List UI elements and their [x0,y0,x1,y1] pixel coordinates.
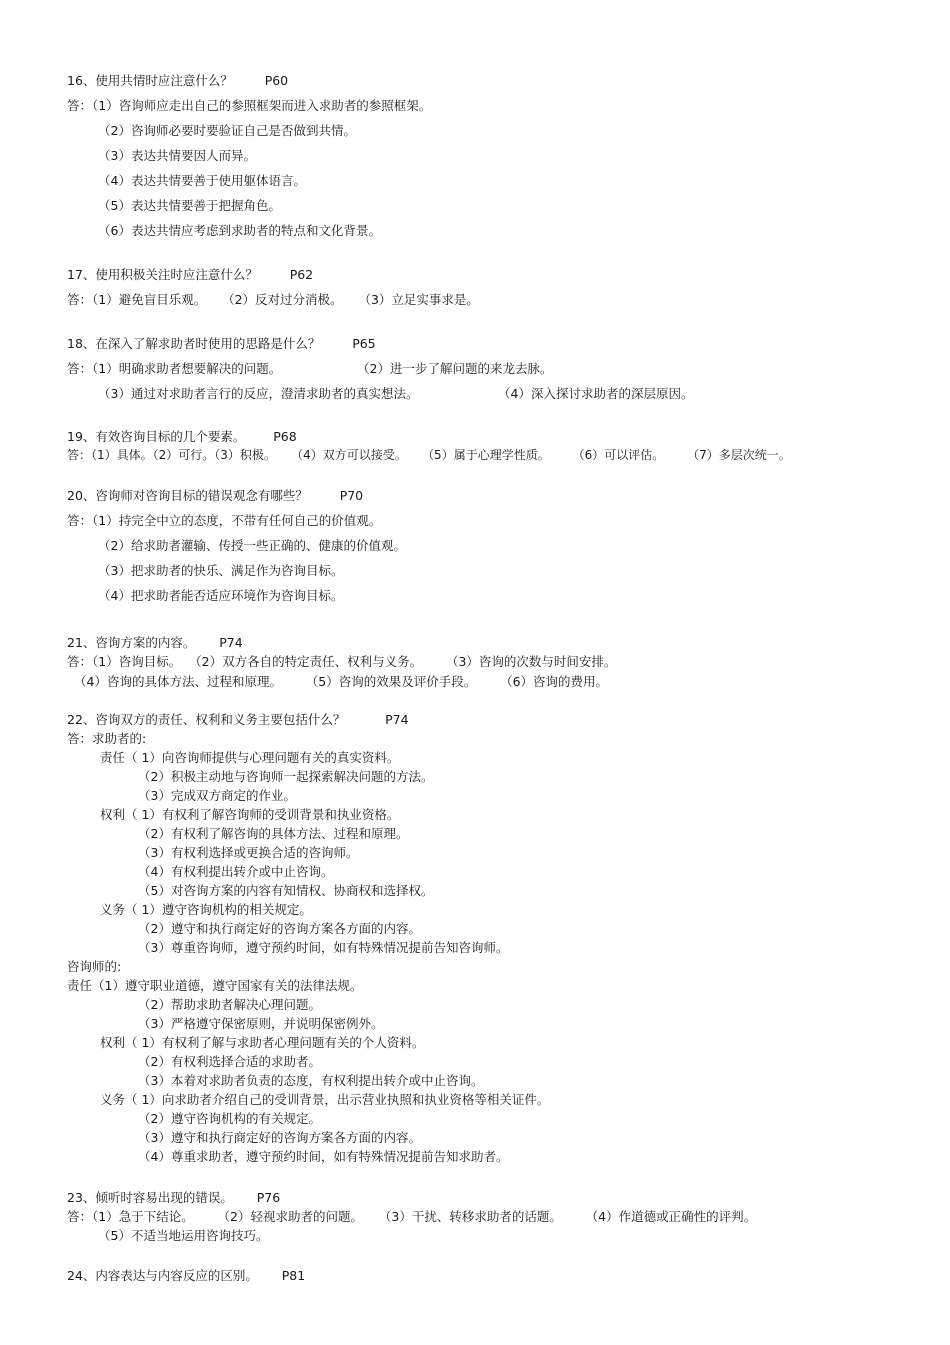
answer-line: （2）进一步了解问题的来龙去脉。 [357,361,553,376]
answer-line: （4）把求助者能否适应环境作为咨询目标。 [98,588,344,603]
answer-line: 义务（ 1）遵守咨询机构的相关规定。 [100,902,312,917]
question-22-heading: 22、咨询双方的责任、权利和义务主要包括什么？ P74 [67,712,409,727]
answer-line: （4）表达共情要善于使用躯体语言。 [98,173,306,188]
question-21-heading: 21、咨询方案的内容。 P74 [67,635,243,650]
answer-line: 权利（ 1）有权利了解与求助者心理问题有关的个人资料。 [100,1035,425,1050]
answer-line: （5）对咨询方案的内容有知情权、协商权和选择权。 [138,883,434,898]
answer-line: （2）有权利了解咨询的具体方法、过程和原理。 [138,826,409,841]
answer-line: 答：（1）咨询师应走出自己的参照框架而进入求助者的参照框架。 [67,98,432,113]
answer-line: （3）严格遵守保密原则，并说明保密例外。 [138,1016,384,1031]
answer-line: 答：（1）急于下结论。 （2）轻视求助者的问题。 （3）干扰、转移求助者的话题。 （4）作道德或正确性的评判。 [67,1209,757,1224]
answer-line: 答：（1）明确求助者想要解决的问题。 [67,361,282,376]
answer-line: （2）帮助求助者解决心理问题。 [138,997,321,1012]
answer-line: （2）积极主动地与咨询师一起探索解决问题的方法。 [138,769,434,784]
question-18-heading: 18、在深入了解求助者时使用的思路是什么？ P65 [67,336,376,351]
answer-line: （3）尊重咨询师，遵守预约时间，如有特殊情况提前告知咨询师。 [138,940,509,955]
answer-line: （4）尊重求助者，遵守预约时间，如有特殊情况提前告知求助者。 [138,1149,509,1164]
question-24-heading: 24、内容表达与内容反应的区别。 P81 [67,1268,306,1283]
answer-line: 责任（1）遵守职业道德，遵守国家有关的法律法规。 [67,978,363,993]
answer-line: （4）咨询的具体方法、过程和原理。 （5）咨询的效果及评价手段。 （6）咨询的费用。 [74,674,609,689]
answer-line: （6）表达共情应考虑到求助者的特点和文化背景。 [98,223,381,238]
answer-line: （2）咨询师必要时要验证自己是否做到共情。 [98,123,356,138]
answer-line: （3）遵守和执行商定好的咨询方案各方面的内容。 [138,1130,421,1145]
answer-line: （2）有权利选择合适的求助者。 [138,1054,321,1069]
question-19-heading: 19、有效咨询目标的几个要素。 P68 [67,429,297,444]
answer-line: （3）有权利选择或更换合适的咨询师。 [138,845,359,860]
answer-line: 答：（1）持完全中立的态度，不带有任何自己的价值观。 [67,513,382,528]
question-17-heading: 17、使用积极关注时应注意什么？ P62 [67,267,314,282]
answer-line: （4）深入探讨求助者的深层原因。 [498,386,694,401]
answer-line: 权利（ 1）有权利了解咨询师的受训背景和执业资格。 [100,807,400,822]
answer-line: （3）本着对求助者负责的态度，有权利提出转介或中止咨询。 [138,1073,484,1088]
answer-line: 答：（1）避免盲目乐观。 （2）反对过分消极。 （3）立足实事求是。 [67,292,479,307]
answer-line: （3）表达共情要因人而异。 [98,148,256,163]
answer-line: （4）有权利提出转介或中止咨询。 [138,864,334,879]
answer-line: （3）完成双方商定的作业。 [138,788,296,803]
answer-line: 义务（ 1）向求助者介绍自己的受训背景，出示营业执照和执业资格等相关证件。 [100,1092,550,1107]
answer-line: 责任（ 1）向咨询师提供与心理问题有关的真实资料。 [100,750,400,765]
question-16-heading: 16、使用共情时应注意什么？ P60 [67,73,289,88]
answer-line: （3）通过对求助者言行的反应，澄清求助者的真实想法。 [98,386,419,401]
answer-line: （5）表达共情要善于把握角色。 [98,198,281,213]
answer-line: 答：（1）具体。（2）可行。（3）积极。 （4）双方可以接受。 （5）属于心理学性质。 （6）可以评估。 （7）多层次统一。 [67,448,791,462]
question-23-heading: 23、倾听时容易出现的错误。 P76 [67,1190,281,1205]
question-20-heading: 20、咨询师对咨询目标的错误观念有哪些？ P70 [67,488,364,503]
answer-line: 答：（1）咨询目标。 （2）双方各自的特定责任、权利与义务。 （3）咨询的次数与时间安排。 [67,654,617,669]
answer-line: （2）遵守咨询机构的有关规定。 [138,1111,321,1126]
answer-line: （3）把求助者的快乐、满足作为咨询目标。 [98,563,344,578]
answer-line: 咨询师的: [67,959,122,974]
answer-line: 答：求助者的: [67,731,147,746]
answer-line: （5）不适当地运用咨询技巧。 [98,1228,269,1243]
answer-line: （2）遵守和执行商定好的咨询方案各方面的内容。 [138,921,421,936]
answer-line: （2）给求助者灌输、传授一些正确的、健康的价值观。 [98,538,406,553]
